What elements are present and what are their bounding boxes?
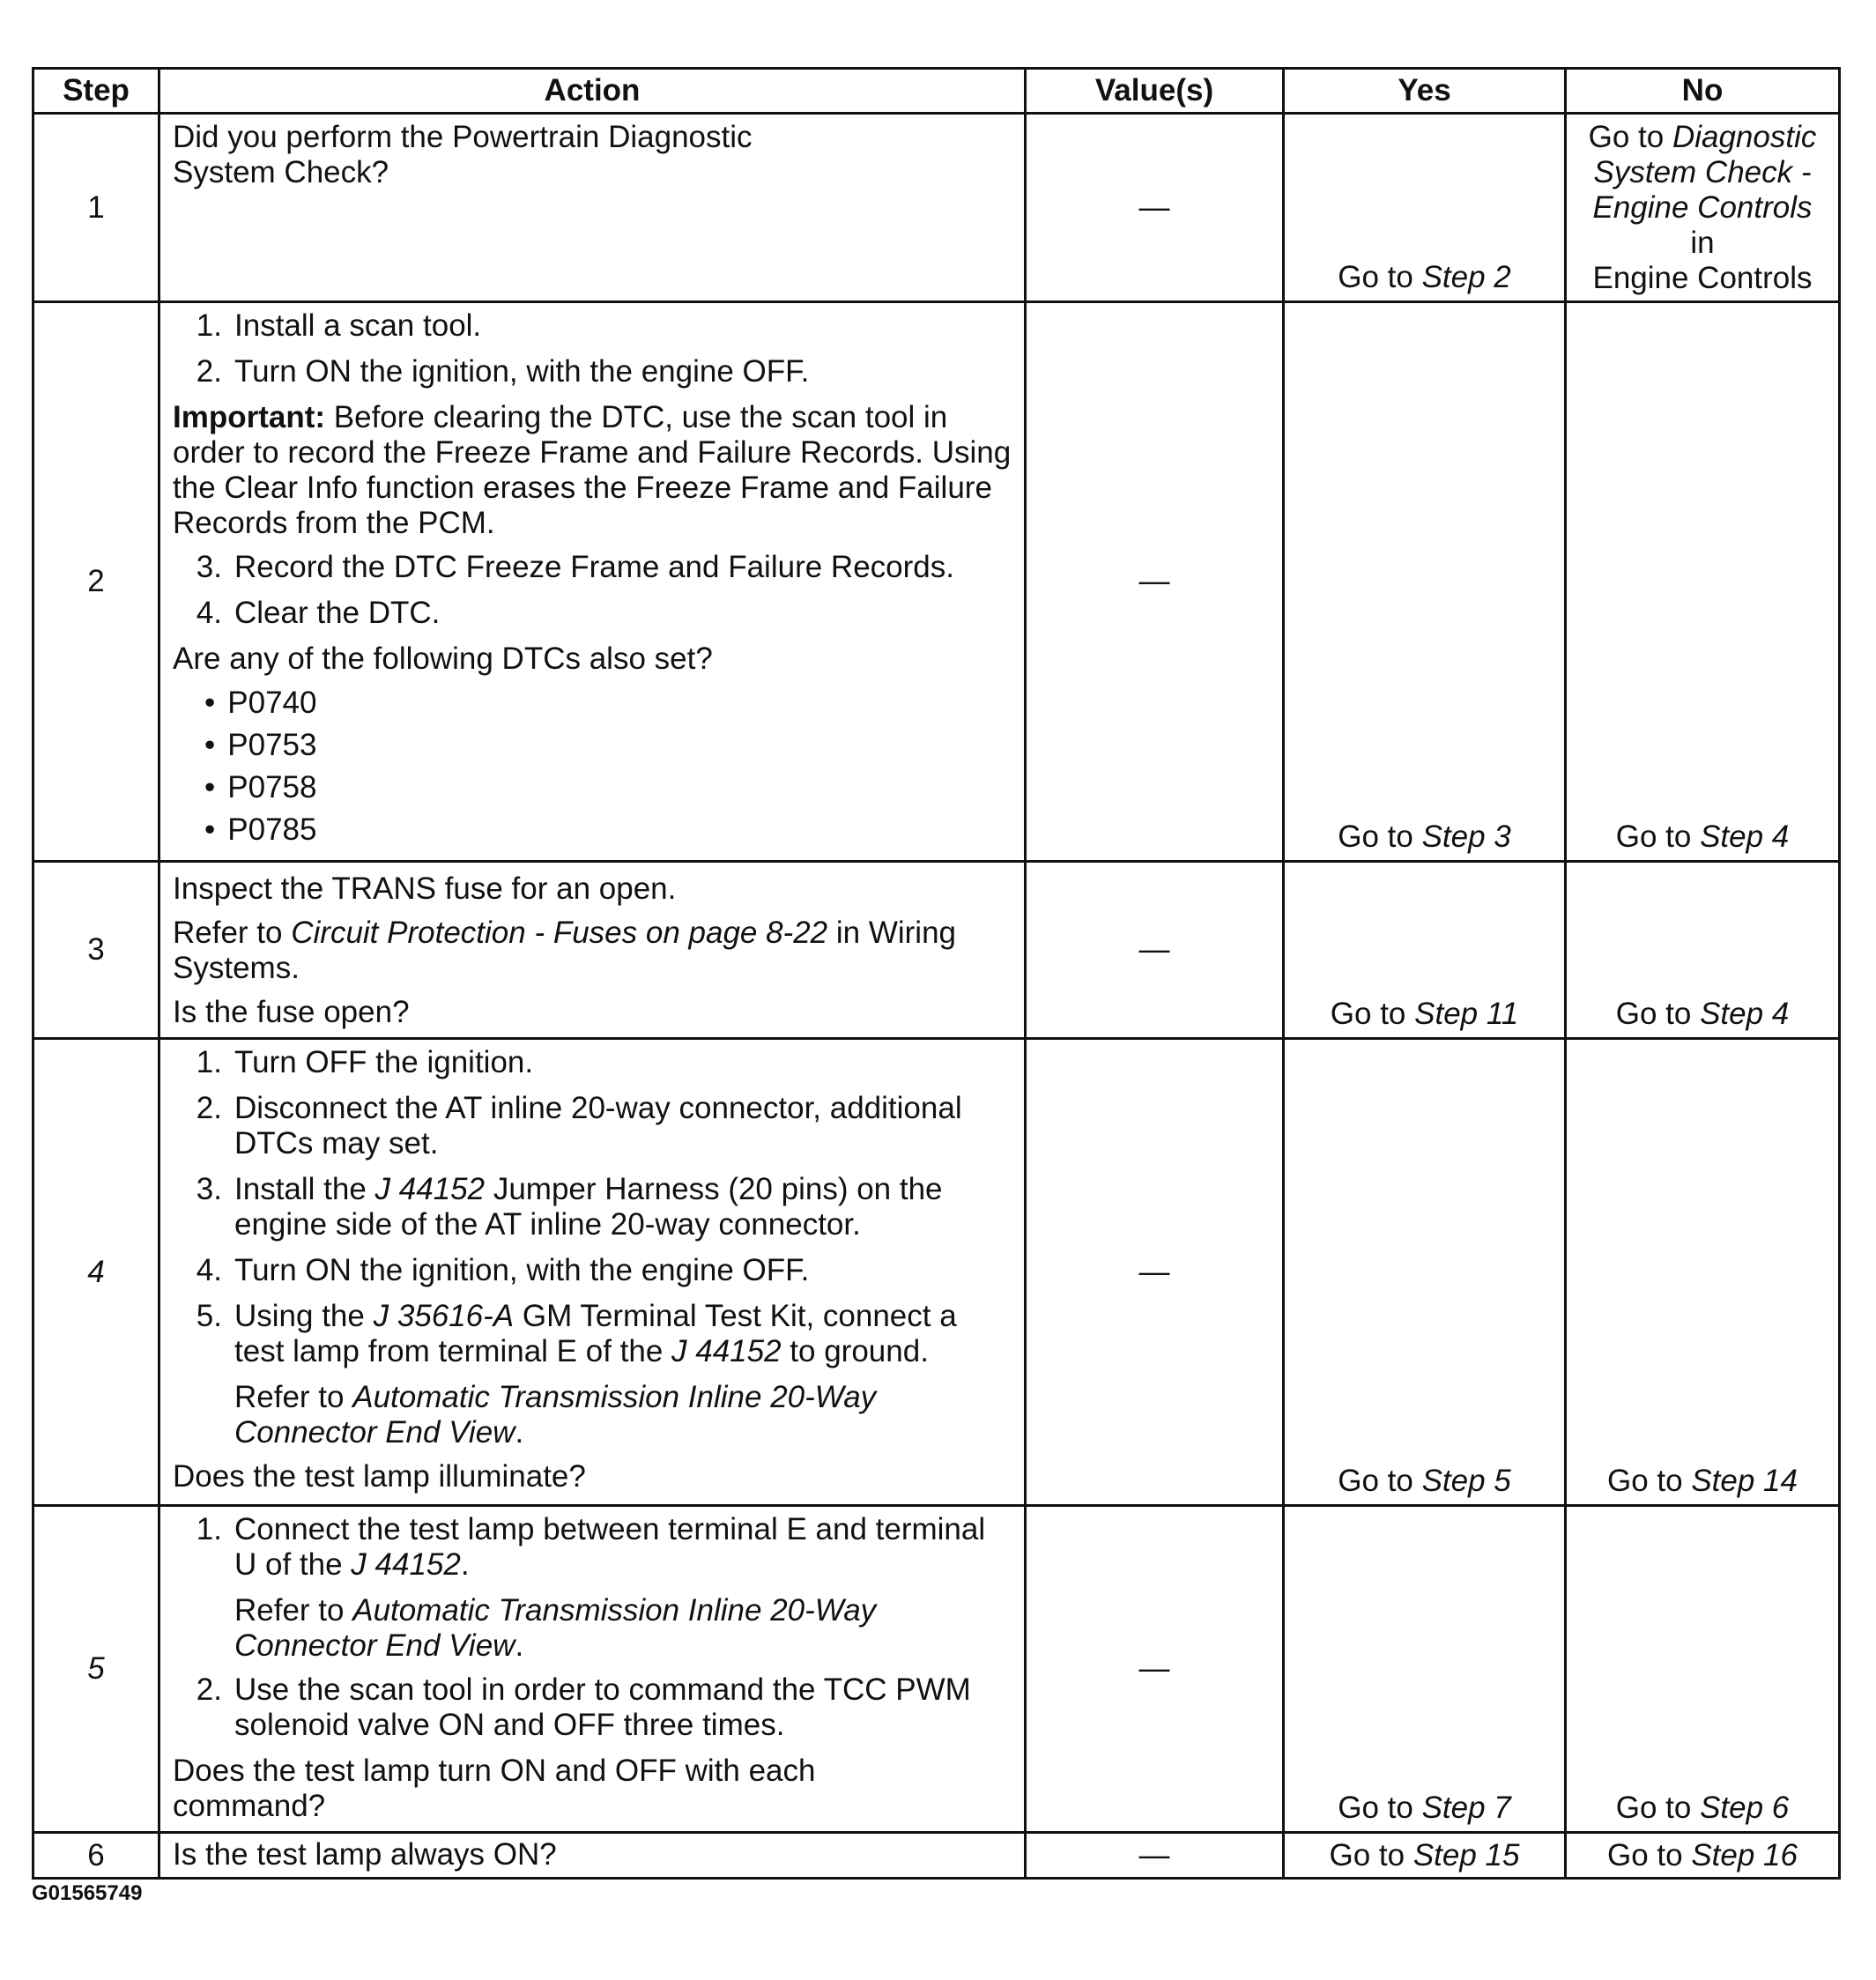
header-yes: Yes: [1284, 69, 1566, 114]
yes-cell: [1284, 862, 1566, 1039]
value-cell: —: [1026, 1833, 1284, 1879]
step-number: 6: [33, 1833, 159, 1879]
yes-step-link[interactable]: Step 2: [1421, 260, 1511, 294]
reference-text: Refer to Automatic Transmission Inline 20-Way Connector End View.: [234, 1380, 877, 1450]
action-question: Does the test lamp illuminate?: [173, 1459, 586, 1494]
action-question: Does the test lamp turn ON and OFF with each command?: [173, 1754, 816, 1823]
no-cell: [1566, 114, 1840, 302]
action-cell: [159, 1506, 1026, 1833]
important-note: Important: Before clearing the DTC, use the scan tool in order to record the Freeze Frame and Failure Records. Using the Clear Info function erases the Freeze Frame and Failure Records from the PCM.: [173, 400, 1012, 540]
yes-prefix: Go to: [1338, 260, 1422, 294]
table-row-step-6: [33, 1833, 1840, 1879]
dtc-item: • P0753: [204, 728, 1012, 763]
value-cell: —: [1026, 114, 1284, 302]
table-row-step-4: [33, 1039, 1840, 1506]
no-prefix: Go to: [1615, 1791, 1701, 1825]
no-step-link[interactable]: Step 4: [1700, 997, 1790, 1031]
action-step: 3. Install the J 44152 Jumper Harness (20 pins) on the engine side of the AT inline 20-way connector.: [196, 1172, 943, 1242]
no-prefix: Go to: [1607, 1464, 1692, 1498]
figure-code: G01565749: [32, 1881, 143, 1905]
tool-reference: J 44152: [374, 1172, 486, 1206]
step-number: 3: [33, 862, 159, 1039]
yes-cell: [1284, 1833, 1566, 1879]
reference-text: Refer to Circuit Protection - Fuses on page 8-22 in Wiring Systems.: [173, 916, 957, 985]
action-step: 2. Disconnect the AT inline 20-way connector, additional DTCs may set.: [196, 1091, 962, 1161]
action-question: Is the test lamp always ON?: [173, 1837, 557, 1872]
dtc-list: [173, 686, 1012, 848]
tool-reference: J 35616-A: [373, 1299, 515, 1333]
action-step: 2. Use the scan tool in order to command the TCC PWM solenoid valve ON and OFF three times.: [196, 1672, 971, 1742]
no-reference-link[interactable]: Diagnostic System Check - Engine Controls: [1592, 120, 1817, 225]
no-cell: [1566, 1833, 1840, 1879]
yes-step-link[interactable]: Step 11: [1414, 997, 1519, 1031]
table-row-step-5: [33, 1506, 1840, 1833]
step-number: 5: [33, 1506, 159, 1833]
action-step: 1. Connect the test lamp between terminal E and terminal U of the J 44152.: [196, 1512, 986, 1582]
yes-prefix: Go to: [1338, 1791, 1422, 1825]
diagnostic-table: [32, 67, 1841, 1880]
action-steps: [173, 1512, 1012, 1583]
yes-step-link[interactable]: Step 15: [1413, 1838, 1520, 1872]
yes-step-link[interactable]: Step 5: [1421, 1464, 1511, 1498]
reference-link[interactable]: Automatic Transmission Inline 20-Way Connector End View: [234, 1380, 877, 1450]
no-cell: [1566, 302, 1840, 862]
table-row-step-1: [33, 114, 1840, 302]
action-steps: [173, 308, 1012, 389]
action-cell: [159, 1039, 1026, 1506]
reference-link[interactable]: Circuit Protection - Fuses on page 8-22: [291, 916, 828, 950]
no-cell: [1566, 1506, 1840, 1833]
dtc-item: • P0740: [204, 686, 1012, 721]
step-number: 4: [33, 1039, 159, 1506]
yes-prefix: Go to: [1330, 997, 1415, 1031]
value-cell: —: [1026, 1039, 1284, 1506]
yes-cell: [1284, 1039, 1566, 1506]
tool-reference: J 44152: [351, 1547, 461, 1582]
table-row-step-3: [33, 862, 1840, 1039]
no-step-link[interactable]: Step 4: [1700, 819, 1790, 854]
no-prefix: Go to: [1607, 1838, 1692, 1872]
action-step: 4. Clear the DTC.: [196, 596, 441, 630]
action-step: 1. Install a scan tool.: [196, 308, 482, 343]
step-number: 2: [33, 302, 159, 862]
reference-text: Refer to Automatic Transmission Inline 20-Way Connector End View.: [234, 1593, 877, 1663]
action-step: 3. Record the DTC Freeze Frame and Failure Records.: [196, 550, 954, 584]
yes-step-link[interactable]: Step 7: [1421, 1791, 1511, 1825]
value-cell: —: [1026, 302, 1284, 862]
yes-prefix: Go to: [1338, 1464, 1422, 1498]
action-step: 1. Turn OFF the ignition.: [196, 1045, 534, 1079]
yes-step-link[interactable]: Step 3: [1421, 819, 1511, 854]
no-prefix: Go to: [1615, 819, 1701, 854]
table-header-row: [33, 69, 1840, 114]
no-cell: [1566, 1039, 1840, 1506]
no-step-link[interactable]: Step 16: [1691, 1838, 1798, 1872]
header-step: Step: [33, 69, 159, 114]
no-prefix: Go to: [1615, 997, 1701, 1031]
action-question: Is the fuse open?: [173, 995, 410, 1029]
no-section-text: Engine Controls: [1592, 261, 1813, 295]
yes-cell: [1284, 302, 1566, 862]
dtc-item: • P0758: [204, 770, 1012, 805]
action-cell: [159, 862, 1026, 1039]
action-cell: [159, 1833, 1026, 1879]
yes-prefix: Go to: [1338, 819, 1422, 854]
action-cell: [159, 114, 1026, 302]
yes-cell: [1284, 114, 1566, 302]
action-steps: [173, 1672, 1012, 1743]
action-steps: [173, 1045, 1012, 1369]
action-question: Did you perform the Powertrain Diagnostic System Check?: [173, 120, 753, 189]
header-values: Value(s): [1026, 69, 1284, 114]
action-cell: [159, 302, 1026, 862]
action-step: 2. Turn ON the ignition, with the engine OFF.: [196, 354, 810, 389]
action-question: Are any of the following DTCs also set?: [173, 641, 713, 676]
no-prefix: Go to: [1588, 120, 1672, 154]
yes-cell: [1284, 1506, 1566, 1833]
value-cell: —: [1026, 1506, 1284, 1833]
reference-link[interactable]: Automatic Transmission Inline 20-Way Connector End View: [234, 1593, 877, 1663]
action-step: 4. Turn ON the ignition, with the engine OFF.: [196, 1253, 810, 1287]
table-row-step-2: [33, 302, 1840, 862]
action-step: 5. Using the J 35616-A GM Terminal Test Kit, connect a test lamp from terminal E of the J 44152 to ground.: [196, 1299, 957, 1368]
header-no: No: [1566, 69, 1840, 114]
step-number: 1: [33, 114, 159, 302]
action-steps: [173, 550, 1012, 631]
dtc-item: • P0785: [204, 812, 1012, 848]
header-action: Action: [159, 69, 1026, 114]
no-step-link[interactable]: Step 6: [1700, 1791, 1790, 1825]
no-step-link[interactable]: Step 14: [1691, 1464, 1798, 1498]
yes-prefix: Go to: [1329, 1838, 1413, 1872]
tool-reference: J 44152: [671, 1334, 782, 1368]
action-text: Inspect the TRANS fuse for an open.: [173, 871, 677, 906]
no-in-text: in: [1690, 226, 1715, 260]
no-cell: [1566, 862, 1840, 1039]
value-cell: —: [1026, 862, 1284, 1039]
